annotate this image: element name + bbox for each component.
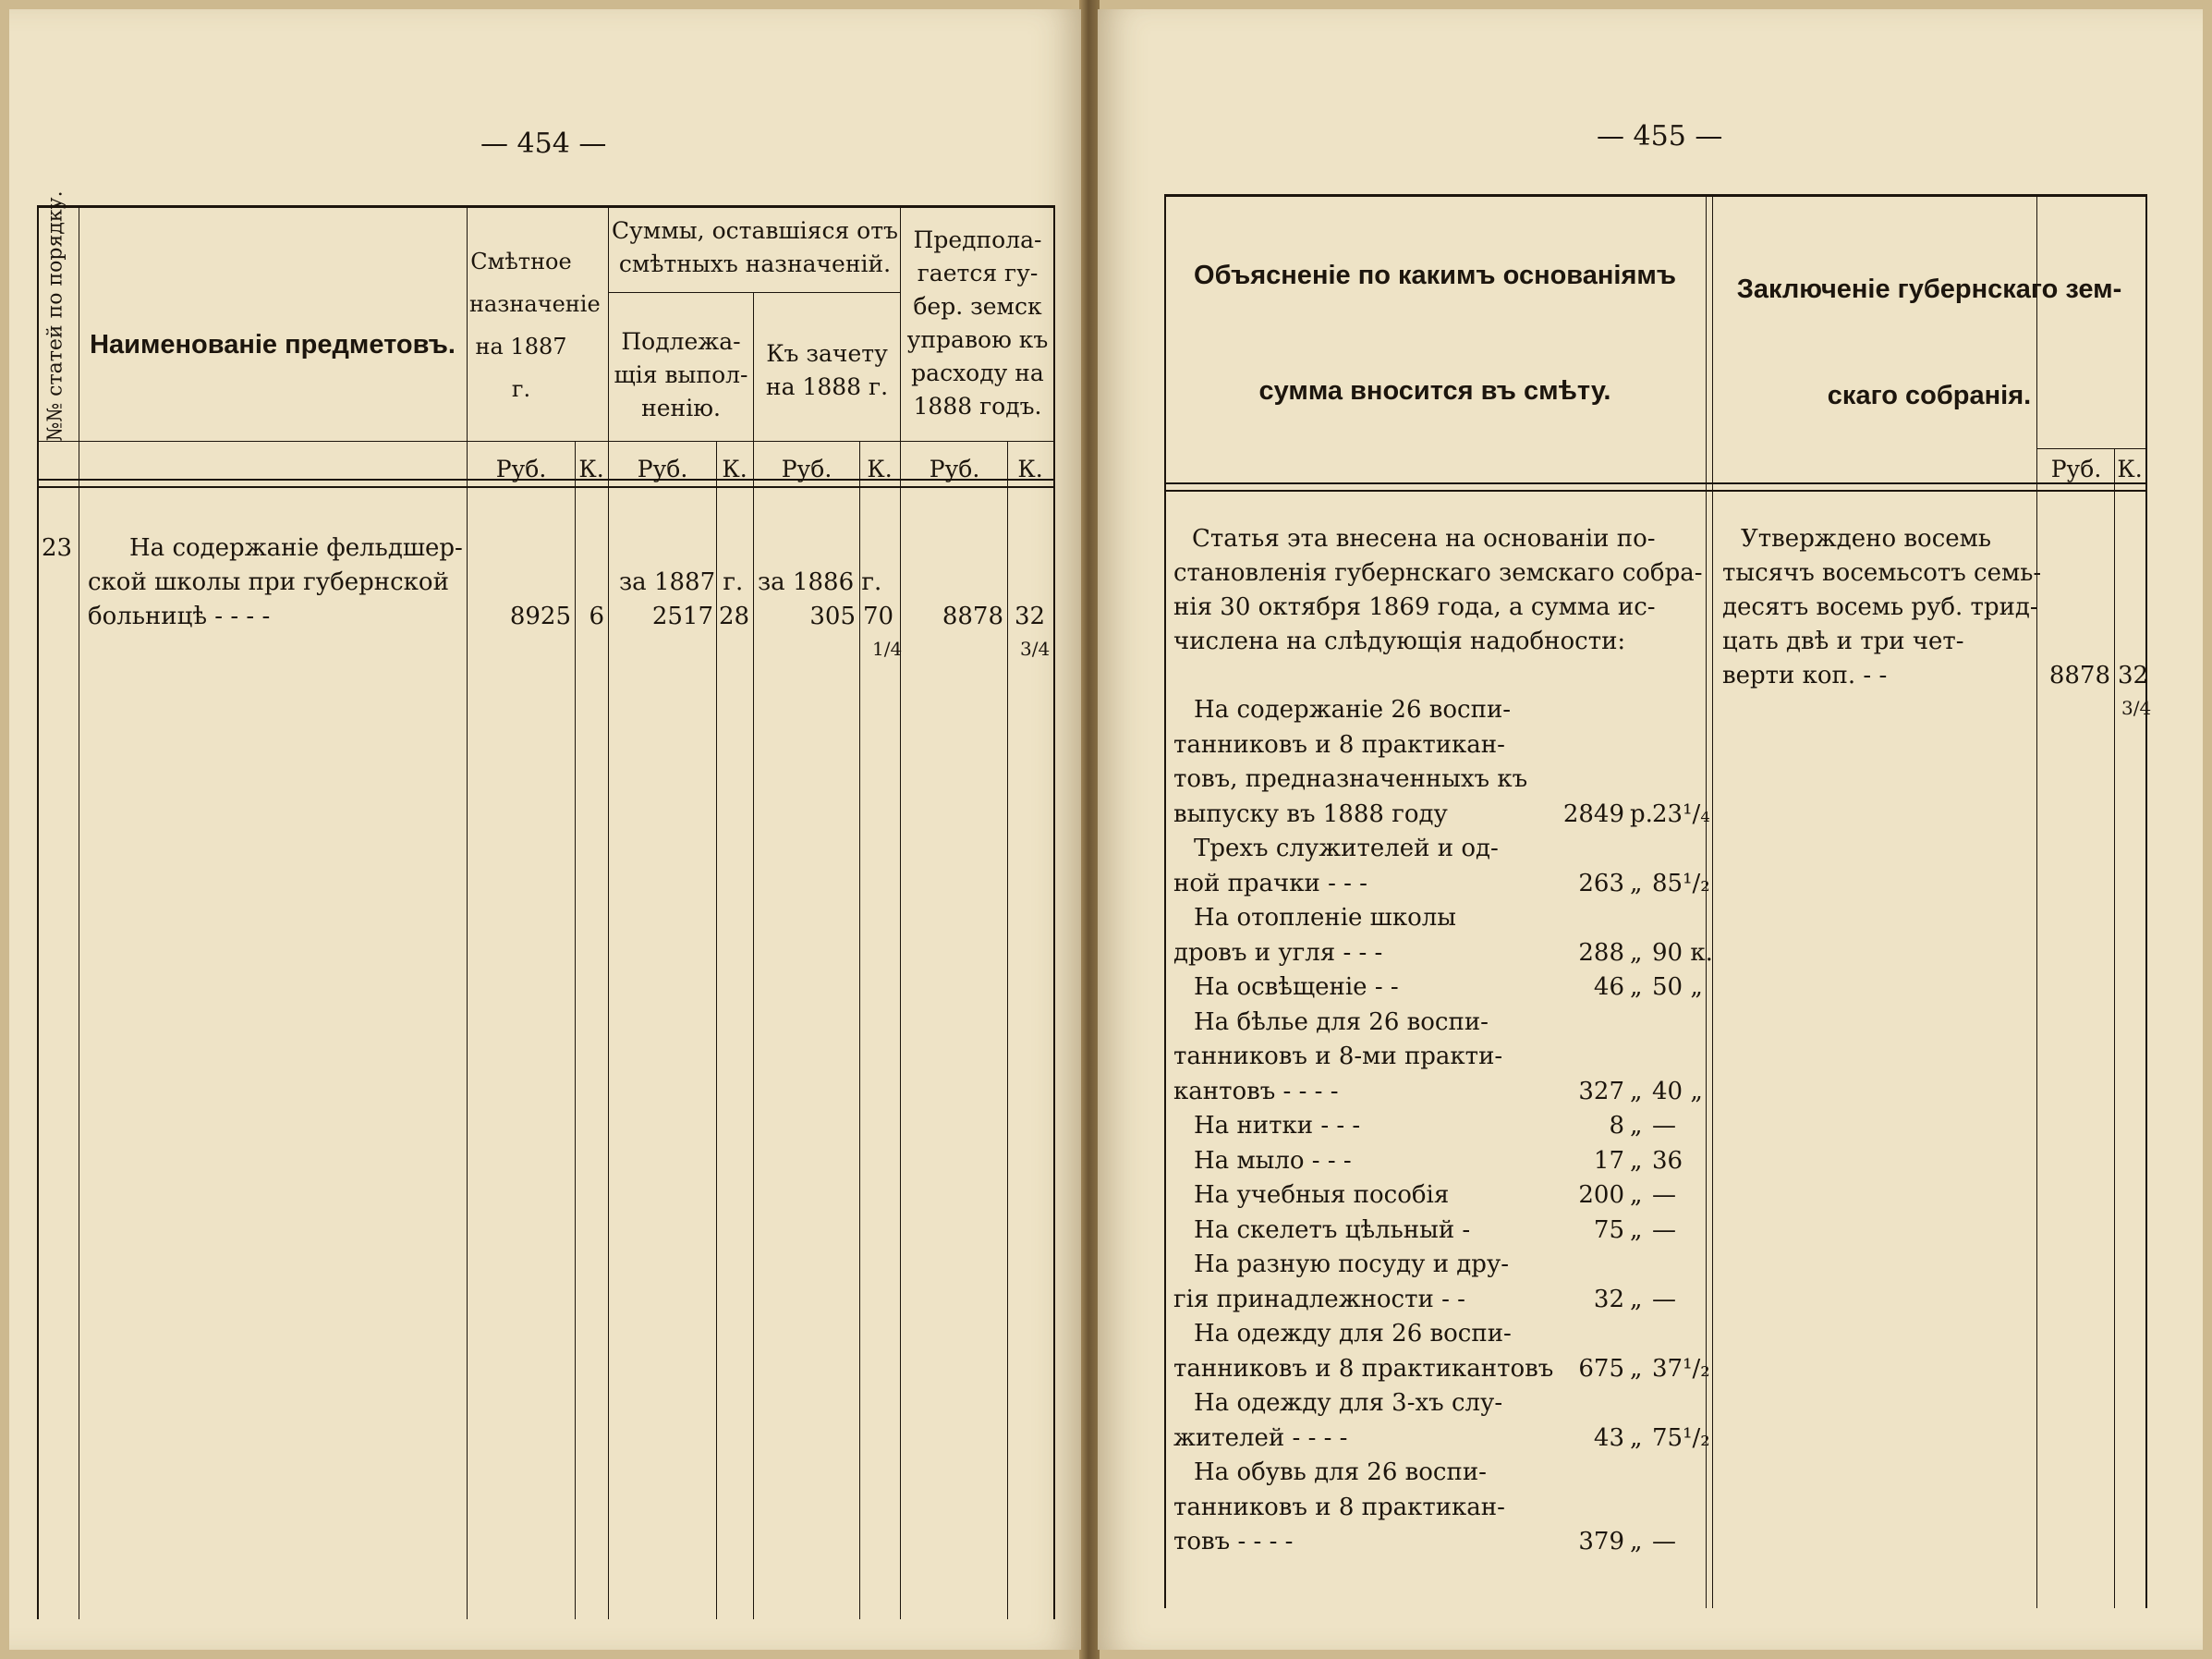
header-rub: Руб.: [929, 456, 980, 482]
item-text-line: танниковъ и 8-ми практи-: [1173, 1043, 1503, 1070]
row-name-line: больницѣ - - - -: [88, 603, 271, 630]
left-page: [9, 9, 1081, 1650]
explanation-intro: [1173, 522, 1703, 659]
item-text-line: На одежду для 3-хъ слу-: [1194, 1389, 1503, 1417]
item-unit: „: [1630, 1423, 1643, 1452]
header-estimate-line: на 1887 г.: [475, 334, 567, 402]
item-text-line: На освѣщеніе - -: [1194, 973, 1399, 1001]
header-line: Предпола-: [913, 226, 1042, 253]
intro-line: становленія губернскаго земскаго собра-: [1173, 559, 1703, 587]
col-rule: [608, 205, 609, 1619]
header-line: щія выпол-: [614, 361, 748, 388]
credit-fraction: 1/4: [872, 638, 903, 660]
credit-note: за 1886 г.: [758, 568, 882, 596]
header-explanation: Объясненіе по какимъ основаніямъ: [1194, 261, 1676, 290]
fulfil-rub: 2517: [651, 603, 713, 630]
item-text-line: На скелетъ цѣльный -: [1194, 1215, 1471, 1244]
header-kop: К.: [1017, 456, 1043, 482]
col-rule: [1712, 194, 1713, 1608]
item-text-line: На одежду для 26 воспи-: [1194, 1320, 1512, 1348]
header-remaining-group: Суммы, оставшіяся отъ смѣтныхъ назначеній.: [612, 217, 898, 277]
proposed-rub: 8878: [942, 603, 1003, 630]
item-text-line: жителей - - - -: [1173, 1423, 1348, 1452]
item-kop: 75¹/₂: [1652, 1423, 1710, 1452]
row-name-line: ской школы при губернской: [88, 568, 449, 596]
header-conclusion: скаго собранія.: [1827, 381, 2032, 410]
item-text-line: танниковъ и 8 практикан-: [1173, 730, 1505, 759]
item-kop: 36: [1652, 1146, 1683, 1175]
item-rub: 75: [1593, 1215, 1624, 1244]
item-unit: „: [1630, 973, 1643, 1001]
header-explanation: сумма вносится въ смѣту.: [1258, 376, 1611, 406]
item-text-line: На бѣлье для 26 воспи-: [1194, 1007, 1489, 1036]
header-number: №№ статей по порядку.: [43, 190, 67, 442]
header-rub: Руб.: [2050, 456, 2102, 482]
item-rub: 43: [1593, 1423, 1624, 1452]
group-rule: [608, 292, 900, 293]
item-text-line: выпуску въ 1888 году: [1173, 799, 1448, 828]
item-unit: „: [1630, 1354, 1643, 1383]
item-text-line: танниковъ и 8 практикантовъ: [1173, 1354, 1554, 1383]
conclusion-line: верти коп. - -: [1722, 662, 1888, 689]
item-text-line: На учебныя пособія: [1194, 1181, 1450, 1209]
conclusion-line: цать двѣ и три чет-: [1722, 628, 1964, 655]
fulfil-kop: 28: [719, 603, 750, 630]
header-rub: Руб.: [781, 456, 833, 482]
col-rule: [753, 292, 754, 1619]
item-unit: „: [1630, 1285, 1643, 1313]
col-rule: [1164, 194, 1166, 1608]
item-text-line: На мыло - - -: [1194, 1146, 1352, 1175]
header-line: гается гу-: [917, 260, 1039, 287]
col-rule: [2114, 448, 2115, 1608]
item-unit: „: [1630, 1528, 1643, 1555]
rub-kop-rule: [37, 441, 1053, 442]
header-line: ненію.: [641, 395, 721, 421]
row-name-line: На содержаніе фельдшер-: [129, 534, 463, 562]
col-rule: [1053, 205, 1055, 1619]
header-line: Подлежа-: [621, 328, 741, 355]
item-rub: 17: [1593, 1146, 1624, 1175]
header-kop: К.: [867, 456, 893, 482]
item-kop: 37¹/₂: [1652, 1354, 1710, 1383]
col-rule: [900, 205, 901, 1619]
estimate-kop: 6: [589, 603, 604, 630]
header-kop: К.: [578, 456, 604, 482]
item-unit: „: [1630, 1077, 1643, 1105]
item-kop: 85¹/₂: [1652, 869, 1710, 897]
item-rub: 2849: [1562, 799, 1624, 828]
item-unit: „: [1630, 1181, 1643, 1209]
item-text-line: На обувь для 26 воспи-: [1194, 1458, 1487, 1486]
item-kop: —: [1652, 1528, 1676, 1555]
item-rub: 8: [1609, 1112, 1624, 1140]
item-rub: 327: [1578, 1077, 1624, 1105]
header-rub: Руб.: [495, 456, 547, 482]
header-line: на 1888 г.: [765, 373, 889, 400]
right-page: [1098, 9, 2203, 1650]
item-unit: „: [1630, 1146, 1643, 1175]
header-kop: К.: [2117, 456, 2143, 482]
header-line: бер. земск: [913, 293, 1042, 320]
item-rub: 32: [1593, 1285, 1624, 1313]
header-line: расходу на: [911, 360, 1044, 386]
page-number-right: — 455 —: [1597, 120, 1723, 152]
header-bottom-rule-2: [1164, 490, 2145, 492]
conclusion-text: [1722, 522, 2041, 693]
item-kop: 23¹/₄: [1652, 799, 1710, 828]
header-line: 1888 годъ.: [913, 393, 1042, 420]
item-text-line: дровъ и угля - - -: [1173, 938, 1383, 967]
conclusion-line: тысячъ восемьсотъ семь-: [1722, 559, 2042, 587]
header-bottom-rule-2: [37, 486, 1053, 488]
item-text-line: ной прачки - - -: [1173, 869, 1367, 897]
conclusion-line: Утверждено восемь: [1741, 525, 1992, 553]
rub-kop-rule: [2036, 448, 2145, 449]
item-text-line: На разную посуду и дру-: [1194, 1250, 1510, 1278]
item-kop: —: [1652, 1215, 1676, 1244]
conclusion-rub: 8878: [2048, 662, 2110, 689]
proposed-kop: 32: [1015, 603, 1046, 630]
credit-rub: 305: [809, 603, 856, 630]
item-unit: „: [1630, 1215, 1643, 1244]
item-text-line: товъ - - - -: [1173, 1528, 1294, 1555]
credit-kop: 70: [863, 603, 894, 630]
item-kop: 50 „: [1652, 973, 1703, 1001]
col-rule: [467, 205, 468, 1619]
item-text-line: На нитки - - -: [1194, 1112, 1361, 1140]
book-spine: [1079, 0, 1100, 1659]
col-rule: [2145, 194, 2147, 1608]
top-rule: [37, 205, 1053, 208]
header-line: управою къ: [906, 326, 1049, 353]
row-number: 23: [42, 534, 73, 562]
item-kop: 90 к.: [1652, 938, 1713, 967]
header-line: Къ зачету: [766, 340, 888, 367]
item-unit: „: [1630, 869, 1643, 897]
proposed-fraction: 3/4: [1020, 638, 1051, 660]
item-rub: 200: [1578, 1181, 1624, 1209]
item-text-line: Трехъ служителей и од-: [1194, 835, 1499, 862]
item-kop: —: [1652, 1112, 1676, 1140]
col-rule: [716, 441, 717, 1619]
col-rule: [1706, 194, 1707, 1608]
header-kop: К.: [722, 456, 747, 482]
header-to-fulfil: [610, 325, 752, 425]
header-bottom-rule: [1164, 482, 2145, 484]
item-unit: „: [1630, 1112, 1643, 1140]
item-kop: 40 „: [1652, 1077, 1703, 1105]
item-text-line: кантовъ - - - -: [1173, 1077, 1339, 1105]
item-text-line: На содержаніе 26 воспи-: [1194, 696, 1512, 724]
item-rub: 288: [1578, 938, 1624, 967]
item-unit: „: [1630, 938, 1643, 967]
header-conclusion: Заключеніе губернскаго зем-: [1736, 274, 2122, 304]
item-rub: 675: [1578, 1354, 1624, 1383]
item-rub: 379: [1578, 1528, 1624, 1555]
header-estimate-line: Смѣтное: [470, 249, 572, 274]
item-text-line: танниковъ и 8 практикан-: [1173, 1493, 1505, 1521]
header-estimate-line: назначеніе: [469, 291, 601, 317]
item-kop: —: [1652, 1285, 1676, 1313]
col-rule: [37, 205, 39, 1619]
intro-line: Статья эта внесена на основаніи по-: [1192, 525, 1656, 553]
item-unit: р.: [1630, 799, 1653, 828]
item-text-line: На отопленіе школы: [1194, 904, 1456, 932]
estimate-rub: 8925: [509, 603, 571, 630]
intro-line: числена на слѣдующія надобности:: [1173, 628, 1626, 655]
intro-line: нія 30 октября 1869 года, а сумма ис-: [1173, 593, 1656, 621]
header-credit: [755, 337, 899, 404]
conclusion-kop: 32: [2118, 662, 2149, 689]
conclusion-fraction: 3/4: [2121, 697, 2152, 719]
header-rub: Руб.: [637, 456, 688, 482]
item-rub: 263: [1578, 869, 1624, 897]
item-text-line: гія принадлежности - -: [1173, 1285, 1465, 1313]
fulfil-note: за 1887 г.: [619, 568, 744, 596]
item-kop: —: [1652, 1181, 1676, 1209]
header-estimate: [469, 240, 601, 410]
page-number-left: — 454 —: [480, 128, 607, 160]
top-rule: [1164, 194, 2145, 197]
header-proposed: [902, 224, 1053, 423]
col-rule: [1007, 441, 1008, 1619]
item-rub: 46: [1593, 973, 1624, 1001]
item-text-line: товъ, предназначенныхъ къ: [1173, 765, 1528, 793]
col-rule: [859, 441, 860, 1619]
conclusion-line: десятъ восемь руб. трид-: [1722, 593, 2038, 621]
header-name: Наименованіе предметовъ.: [90, 330, 456, 360]
